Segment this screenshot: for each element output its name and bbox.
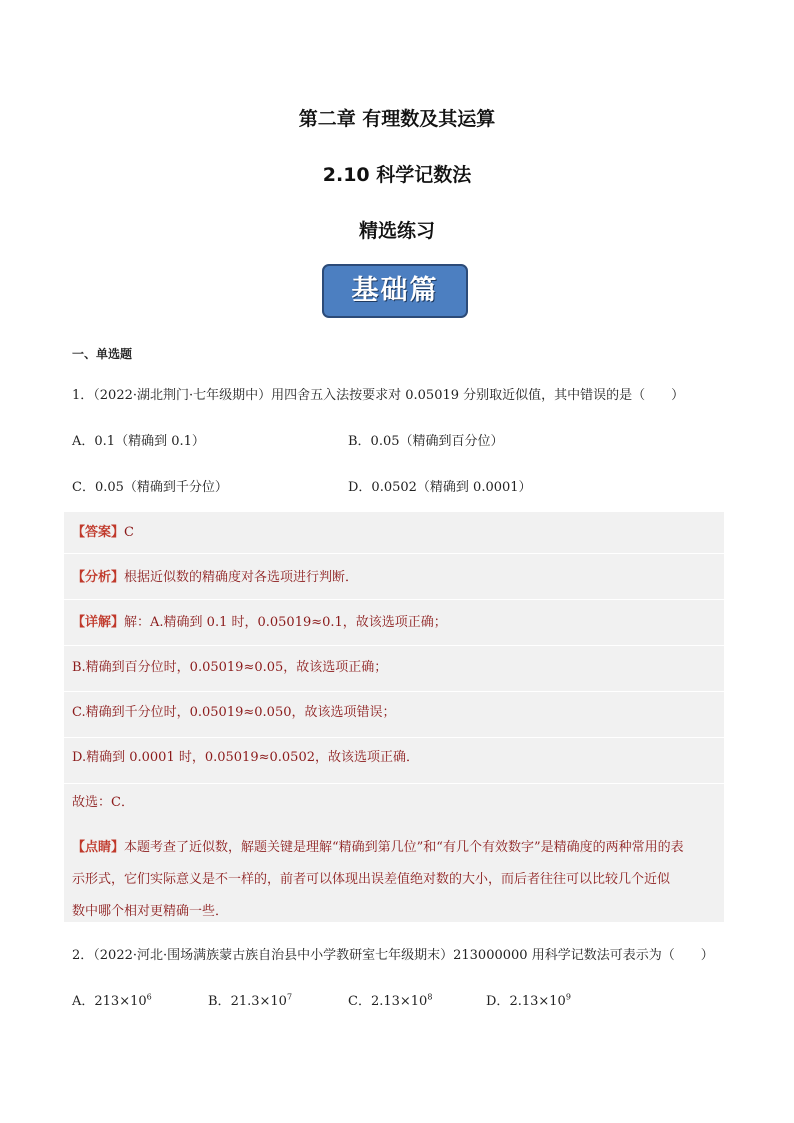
answer-value: C — [124, 525, 134, 540]
divider — [64, 553, 724, 554]
option-label: D． — [486, 994, 510, 1009]
comment-line — [72, 836, 684, 855]
q1-option-b: B．0.05（精确到百分位） — [348, 434, 504, 449]
option-base: 213×10 — [94, 994, 147, 1009]
comment-text: 本题考查了近似数，解题关键是理解“精确到第几位”和“有几个有效数字”是精确度的两种常用的表 — [124, 840, 684, 855]
detail-line: B.精确到百分位时，0.05019≈0.05，故该选项正确； — [72, 660, 388, 675]
analysis-tag: 【分析】 — [72, 570, 125, 585]
analysis-line — [72, 566, 358, 585]
option-exponent: 9 — [565, 992, 571, 1002]
divider — [64, 645, 724, 646]
divider — [64, 599, 724, 600]
section-title: 2.10 科学记数法 — [322, 164, 472, 186]
analysis-text: 根据近似数的精确度对各选项进行判断． — [124, 570, 359, 585]
option-exponent: 7 — [286, 992, 293, 1002]
level-badge: 基础篇 — [322, 264, 468, 318]
q2-option-c — [348, 990, 432, 1009]
question-2: 2．（2022·河北·围场满族蒙古族自治县中小学教研室七年级期末）213000000 用科学记数法可表示为（ ） — [72, 948, 714, 963]
option-label: B． — [208, 994, 231, 1009]
divider — [64, 691, 724, 692]
q2-option-d — [486, 990, 571, 1009]
detail-line: D.精确到 0.0001 时，0.05019≈0.0502，故该选项正确． — [72, 750, 419, 765]
conclusion-line: 故选：C． — [72, 795, 134, 810]
q1-option-c: C．0.05（精确到千分位） — [72, 480, 228, 495]
answer-line — [72, 521, 134, 540]
answer-tag: 【答案】 — [72, 525, 125, 540]
q1-option-d: D．0.0502（精确到 0.0001） — [348, 480, 532, 495]
option-exponent: 6 — [146, 992, 152, 1002]
question-1: 1．（2022·湖北荆门·七年级期中）用四舍五入法按要求对 0.05019 分别取近似值，其中错误的是（ ） — [72, 388, 685, 403]
q2-option-a — [72, 990, 152, 1009]
divider — [64, 783, 724, 784]
detail-text: 解：A.精确到 0.1 时，0.05019≈0.1，故该选项正确； — [124, 615, 447, 630]
detail-line — [72, 611, 447, 630]
option-label: C． — [348, 994, 371, 1009]
subtitle: 精选练习 — [358, 220, 435, 242]
detail-line: C.精确到千分位时，0.05019≈0.050，故该选项错误； — [72, 705, 396, 720]
part-heading: 一、单选题 — [72, 347, 133, 361]
comment-line: 数中哪个相对更精确一些． — [72, 904, 229, 919]
option-base: 21.3×10 — [230, 994, 287, 1009]
option-label: A． — [72, 994, 95, 1009]
comment-line: 示形式，它们实际意义是不一样的，前者可以体现出误差值绝对数的大小，而后者往往可以比较几个近似 — [72, 872, 671, 887]
divider — [64, 737, 724, 738]
q1-option-a: A．0.1（精确到 0.1） — [72, 434, 205, 449]
option-base: 2.13×10 — [370, 994, 428, 1009]
chapter-title: 第二章 有理数及其运算 — [298, 108, 496, 130]
option-exponent: 8 — [427, 992, 433, 1002]
option-base: 2.13×10 — [509, 994, 566, 1009]
comment-tag: 【点睛】 — [72, 840, 125, 855]
q2-option-b — [208, 990, 292, 1009]
detail-tag: 【详解】 — [72, 615, 125, 630]
